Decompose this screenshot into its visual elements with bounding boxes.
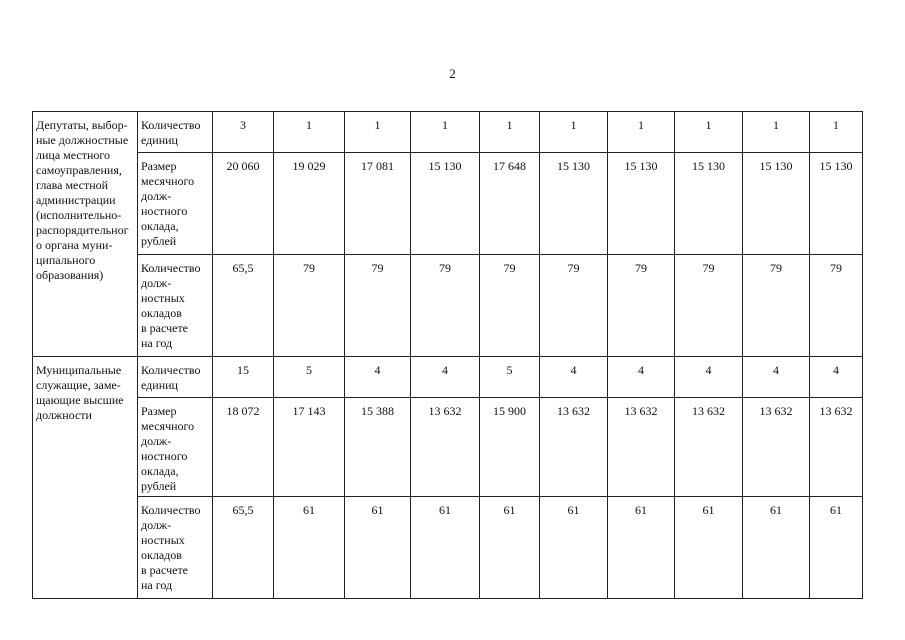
value-cell: 3 [213, 112, 274, 153]
value-cell: 1 [608, 112, 675, 153]
value-cell: 4 [540, 357, 608, 398]
table-row [33, 398, 863, 497]
value-cell: 13 632 [540, 398, 608, 497]
value-cell: 79 [810, 255, 863, 357]
value-cell: 15 900 [480, 398, 540, 497]
value-cell: 4 [608, 357, 675, 398]
value-cell: 79 [345, 255, 411, 357]
value-cell: 4 [810, 357, 863, 398]
value-cell: 61 [675, 497, 743, 599]
value-cell: 13 632 [411, 398, 480, 497]
value-cell: 65,5 [213, 255, 274, 357]
value-cell: 18 072 [213, 398, 274, 497]
value-cell: 13 632 [608, 398, 675, 497]
value-cell: 4 [743, 357, 810, 398]
value-cell: 1 [743, 112, 810, 153]
table-row [33, 497, 863, 599]
value-cell: 79 [480, 255, 540, 357]
value-cell: 79 [274, 255, 345, 357]
value-cell: 61 [480, 497, 540, 599]
value-cell: 15 130 [411, 153, 480, 255]
value-cell: 1 [675, 112, 743, 153]
table-row [33, 153, 863, 255]
value-cell: 13 632 [810, 398, 863, 497]
value-cell: 20 060 [213, 153, 274, 255]
value-cell: 79 [540, 255, 608, 357]
table-row [33, 112, 863, 153]
value-cell: 79 [675, 255, 743, 357]
value-cell: 17 081 [345, 153, 411, 255]
value-cell: 79 [743, 255, 810, 357]
metric-label: Количество единиц [138, 357, 213, 398]
value-cell: 1 [810, 112, 863, 153]
value-cell: 19 029 [274, 153, 345, 255]
value-cell: 65,5 [213, 497, 274, 599]
value-cell: 61 [411, 497, 480, 599]
value-cell: 1 [274, 112, 345, 153]
value-cell: 1 [540, 112, 608, 153]
metric-label: Количество долж- ностных окладов в расчете на год [138, 255, 213, 357]
value-cell: 79 [608, 255, 675, 357]
value-cell: 4 [675, 357, 743, 398]
table-row [33, 357, 863, 398]
value-cell: 79 [411, 255, 480, 357]
value-cell: 4 [411, 357, 480, 398]
value-cell: 61 [274, 497, 345, 599]
value-cell: 13 632 [743, 398, 810, 497]
value-cell: 1 [411, 112, 480, 153]
value-cell: 61 [743, 497, 810, 599]
salary-table [32, 111, 863, 599]
table-row [33, 255, 863, 357]
metric-label: Количество долж- ностных окладов в расчете на год [138, 497, 213, 599]
value-cell: 61 [345, 497, 411, 599]
value-cell: 13 632 [675, 398, 743, 497]
value-cell: 15 388 [345, 398, 411, 497]
group-label: Депутаты, выбор- ные должностные лица местного самоуправления, глава местной администрации (исполнительно- распорядительног о органа муни- ципального образования) [33, 112, 138, 357]
value-cell: 17 143 [274, 398, 345, 497]
value-cell: 15 130 [608, 153, 675, 255]
value-cell: 15 [213, 357, 274, 398]
value-cell: 61 [540, 497, 608, 599]
page-number: 2 [449, 66, 456, 81]
value-cell: 17 648 [480, 153, 540, 255]
value-cell: 15 130 [810, 153, 863, 255]
metric-label: Размер месячного долж- ностного оклада, рублей [138, 398, 213, 497]
value-cell: 15 130 [675, 153, 743, 255]
metric-label: Количество единиц [138, 112, 213, 153]
value-cell: 1 [345, 112, 411, 153]
value-cell: 4 [345, 357, 411, 398]
group-label: Муниципальные служащие, заме- щающие высшие должности [33, 357, 138, 599]
metric-label: Размер месячного долж- ностного оклада, рублей [138, 153, 213, 255]
value-cell: 1 [480, 112, 540, 153]
value-cell: 61 [810, 497, 863, 599]
value-cell: 15 130 [540, 153, 608, 255]
value-cell: 61 [608, 497, 675, 599]
value-cell: 5 [274, 357, 345, 398]
value-cell: 5 [480, 357, 540, 398]
value-cell: 15 130 [743, 153, 810, 255]
